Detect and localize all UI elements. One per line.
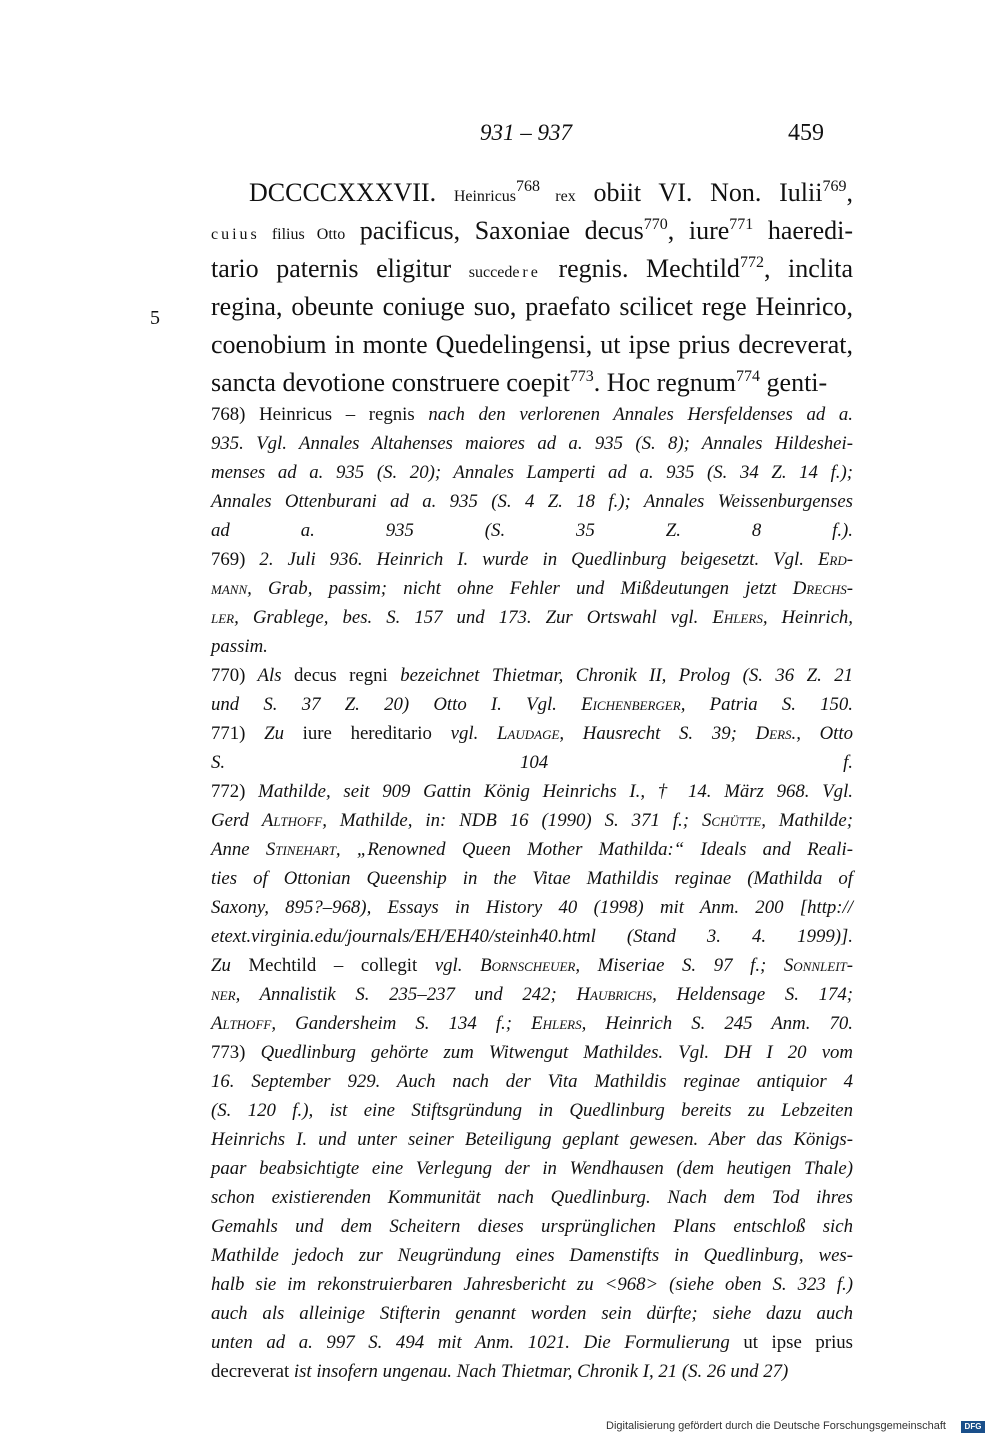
text-segment: Anne [211,839,266,860]
main-text-line [211,288,853,326]
author-name: Haubrichs [576,984,653,1005]
footnote-line [211,1038,853,1067]
main-text-line [211,174,853,212]
footnote-line [211,1183,853,1212]
text-segment: , Mathilde; [761,810,853,831]
author-name: Eichenberger [581,694,681,715]
text-segment: haeredi- [753,216,853,245]
small-text: succed [468,264,513,281]
author-name: Ders. [755,723,797,744]
text-segment: nach den verlorenen Annales Hersfeldenses ad a. [414,404,853,425]
text-segment: , Grablege, bes. S. 157 und 173. Zur Ortswahl vgl. [234,607,713,628]
footnote-line [211,1328,853,1357]
text-segment: , Patria S. 150. [680,694,853,715]
text-segment: etext.virginia.edu/journals/EH/EH40/steinh40.html (Stand 3. 4. 1999)]. [211,926,853,947]
text-segment: Heinrichs I. und unter seiner Beteiligung geplant gewesen. Aber das Königs- [211,1129,853,1150]
footnote-line [211,661,853,690]
text-segment: , Gandersheim S. 134 f.; [271,1013,532,1034]
roman-text: 772) [211,781,246,802]
author-name: Drechs- [792,578,853,599]
footnote-line [211,545,853,574]
text-segment: , Grab, passim; nicht ohne Fehler und Mißdeutungen jetzt [247,578,793,599]
spaced-text: cuius [211,226,260,243]
text-segment: Als [245,665,294,686]
footnote-ref: 770 [643,216,668,233]
footnote-line [211,1270,853,1299]
text-segment: , Otto [796,723,853,744]
text-segment: vgl. [417,955,481,976]
footnote-line [211,922,853,951]
text-segment: obiit VI. Non. Iulii [575,178,823,207]
text-segment: genti- [760,368,828,397]
footnote-line [211,690,853,719]
main-text-line [211,212,853,250]
footnote-line [211,632,853,661]
text-segment: Quedlinburg gehörte zum Witwengut Mathildes. Vgl. DH I 20 vom [245,1042,853,1063]
text-segment: passim. [211,636,268,657]
text-segment: 16. September 929. Auch nach der Vita Mathildis reginae antiquior 4 [211,1071,853,1092]
footnote-line [211,719,853,748]
footnote-ref: 769 [822,178,847,195]
roman-text: 769) [211,549,246,570]
text-segment: ist insofern ungenau. Nach Thietmar, Chronik I, 21 (S. 26 und 27) [289,1361,789,1382]
text-segment: Saxony, 895?–968), Essays in History 40 (1998) mit Anm. 200 [http:// [211,897,853,918]
text-segment: coenobium in monte Quedelingensi, ut ipse prius decreverat, [211,330,853,359]
footnote-ref: 771 [729,216,754,233]
text-segment: unten ad a. 997 S. 494 mit Anm. 1021. Die Formulierung [211,1332,744,1353]
text-segment: , Annalistik S. 235–237 und 242; [235,984,577,1005]
text-segment: und S. 37 Z. 20) Otto I. Vgl. [211,694,582,715]
text-segment: schon existierenden Kommunität nach Quedlinburg. Nach dem Tod ihres [211,1187,853,1208]
author-name: Erd- [817,549,853,570]
roman-text: iure hereditario [302,723,432,744]
roman-text: decreverat [211,1361,290,1382]
footnote-line [211,777,853,806]
footnote-line [211,835,853,864]
footnote-line [211,1299,853,1328]
roman-text: 773) [211,1042,246,1063]
footnotes-block [211,400,853,1386]
small-text: Heinricus [453,188,517,205]
main-text-line [211,250,853,288]
footnote-line [211,400,853,429]
spaced-text: ere [512,264,541,281]
text-segment: , Heinrich S. 245 Anm. 70. [581,1013,854,1034]
footnote-ref: 773 [569,368,594,385]
text-segment: bezeichnet Thietmar, Chronik II, Prolog (S. 36 Z. 21 [387,665,853,686]
main-text-block [211,174,853,402]
roman-text: decus regni [293,665,388,686]
text-segment: , iure [667,216,730,245]
footnote-line [211,806,853,835]
author-name: Althoff [211,1013,272,1034]
text-segment: , inclita [763,254,853,283]
author-name: Ehlers [712,607,763,628]
text-segment: Gerd [211,810,262,831]
small-text: rex [540,188,576,205]
roman-text: ut ipse prius [743,1332,853,1353]
footnote-line [211,864,853,893]
text-segment: , Hausrecht S. 39; [559,723,756,744]
author-name: mann [211,578,248,599]
text-segment: tario paternis eligitur [211,254,469,283]
footnote-line [211,574,853,603]
author-name: Sonnleit- [783,955,854,976]
text-segment: S. 104 f. [211,752,853,773]
text-segment: . Hoc regnum [593,368,737,397]
text-segment: pacificus, Saxoniae decus [345,216,644,245]
author-name: Schütte [702,810,762,831]
text-segment: vgl. [431,723,497,744]
text-segment: auch als alleinige Stifterin genannt worden sein dürfte; siehe dazu auch [211,1303,853,1324]
page-number: 459 [788,120,824,146]
text-segment: , [846,178,853,207]
roman-text: Mechtild – collegit [248,955,418,976]
footnote-ref: 772 [739,254,764,271]
footnote-ref: 768 [516,178,541,195]
author-name: Laudage [496,723,560,744]
footnote-line [211,487,853,516]
text-segment: sancta devotione construere coepit [211,368,570,397]
text-segment: regnis. Mechtild [540,254,740,283]
text-segment: menses ad a. 935 (S. 20); Annales Lamperti ad a. 935 (S. 34 Z. 14 f.); [211,462,853,483]
text-segment: paar beabsichtigte eine Verlegung der in Wendhausen (dem heutigen Thale) [211,1158,853,1179]
text-segment: , Miseriae S. 97 f.; [575,955,784,976]
footnote-line [211,1154,853,1183]
small-text: filius Otto [259,226,346,243]
footnote-line [211,458,853,487]
main-text-line [211,326,853,364]
footnote-line [211,980,853,1009]
text-segment: , „Renowned Queen Mother Mathilda:“ Ideals and Reali- [335,839,853,860]
footnote-line [211,1096,853,1125]
text-segment: , Mathilde, in: NDB 16 (1990) S. 371 f.; [322,810,702,831]
text-segment: Mathilde jedoch zur Neugründung eines Damenstifts in Quedlinburg, wes- [211,1245,853,1266]
page-header [0,120,1000,152]
main-text-line [211,364,853,402]
text-segment: Mathilde, seit 909 Gattin König Heinrichs I., † 14. März 968. Vgl. [245,781,853,802]
margin-line-number: 5 [150,307,160,329]
text-segment: Gemahls und dem Scheitern dieses ursprünglichen Plans entschloß sich [211,1216,853,1237]
footnote-line [211,1357,853,1386]
text-segment: DCCCCXXXVII. [249,178,454,207]
text-segment: 935. Vgl. Annales Altahenses maiores ad a. 935 (S. 8); Annales Hildeshei- [211,433,853,454]
text-segment: , Heldensage S. 174; [652,984,853,1005]
text-segment: halb sie im rekonstruierbaren Jahresbericht zu <968> (siehe oben S. 323 f.) [211,1274,853,1295]
footnote-line [211,893,853,922]
text-segment: (S. 120 f.), ist eine Stiftsgründung in Quedlinburg bereits zu Lebzeiten [211,1100,853,1121]
roman-text: 770) [211,665,246,686]
text-segment: regina, obeunte coniuge suo, praefato scilicet rege Heinrico, [211,292,853,321]
footnote-line [211,1125,853,1154]
footnote-line [211,951,853,980]
roman-text: 768) Heinricus – regnis [211,404,415,425]
dfg-credit-text: Digitalisierung gefördert durch die Deutsche Forschungsgemeinschaft [606,1420,946,1432]
text-segment: 2. Juli 936. Heinrich I. wurde in Quedlinburg beigesetzt. Vgl. [245,549,818,570]
footnote-line [211,748,853,777]
author-name: Althoff [261,810,323,831]
text-segment: Zu [211,955,249,976]
author-name: Stinehart [265,839,336,860]
text-segment: ad a. 935 (S. 35 Z. 8 f.). [211,520,853,541]
footnote-ref: 774 [736,368,761,385]
author-name: ler [211,607,235,628]
footnote-line [211,1067,853,1096]
footnote-line [211,429,853,458]
footnote-line [211,1009,853,1038]
footnote-line [211,603,853,632]
running-head-years: 931 – 937 [480,120,572,145]
author-name: Bornscheuer [480,955,576,976]
text-segment: , Heinrich, [762,607,853,628]
author-name: Ehlers [531,1013,582,1034]
text-segment: Zu [245,723,303,744]
footnote-line [211,516,853,545]
roman-text: 771) [211,723,246,744]
text-segment: ties of Ottonian Queenship in the Vitae Mathildis reginae (Mathilda of [211,868,853,889]
text-segment: Annales Ottenburani ad a. 935 (S. 4 Z. 18 f.); Annales Weissenburgenses [211,491,853,512]
footnote-line [211,1241,853,1270]
dfg-logo-icon: DFG [961,1421,985,1433]
footnote-line [211,1212,853,1241]
author-name: ner [211,984,236,1005]
